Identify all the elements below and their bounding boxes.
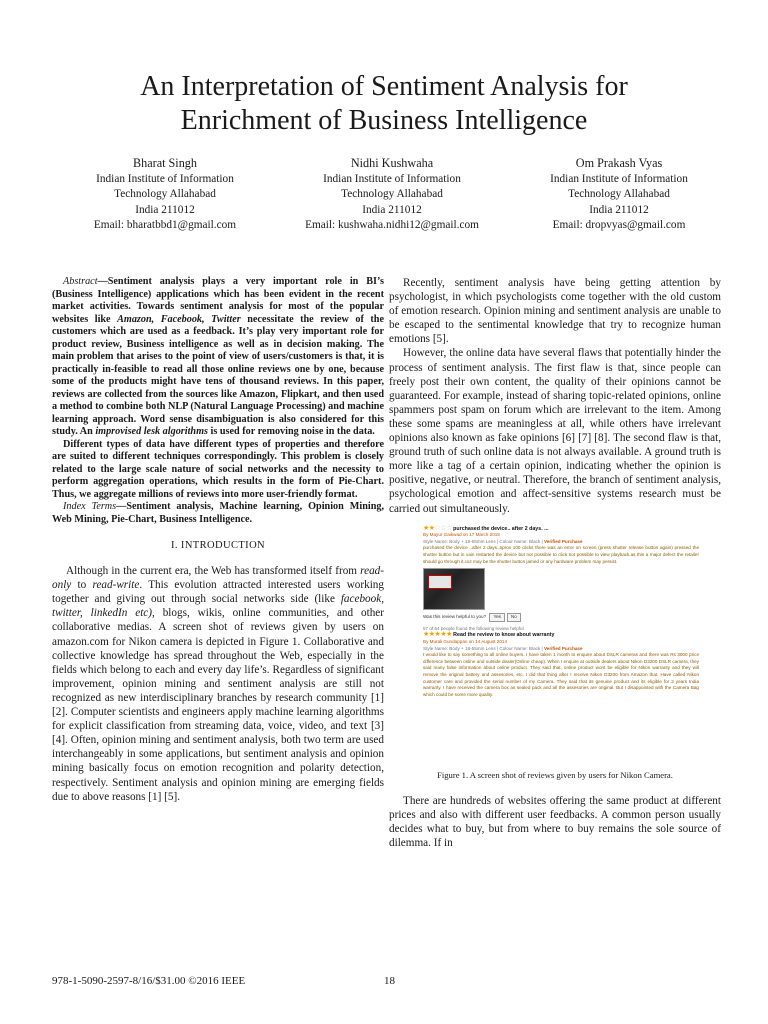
intro-text: . This evolution attracted interested users working together and giving out through social networks side (like [52, 579, 384, 606]
index-terms-text: —Sentiment analysis, Machine learning, Opinion Mining, Web Mining, Pie-Chart, Business Intelligence. [52, 501, 384, 525]
author-list [60, 156, 724, 233]
author-location: India 211012 [135, 203, 195, 216]
review-title: purchased the device.. after 2 days. ... [453, 525, 549, 532]
helpful-prompt [423, 613, 699, 622]
index-terms [52, 501, 384, 526]
body-paragraph: There are hundreds of websites offering the same product at different prices and also with different user feedbacks. A common person usually decides what to buy, but from where to buy remains the sole source of dilemma. If in [389, 794, 721, 849]
body-paragraph: However, the online data have several flaws that potentially hinder the process of sentiment analysis. The first flaw is that, since people can freely post their own content, the quality of their opinions cannot be guaranteed. For example, instead of sharing topic-related opinions, online spammers post spam on forum which are irrelevant to the item. Among these some spams are meaningless at all, while others have irrelevant opinions also known as fake opinions [6] [7] [8]. The second flaw is that, ground truth of such online data is not always available. A ground truth is more like a tag of a certain opinion, indicating whether the opinion is positive, negative, or neutral. Therefore, the branch of sentiment analysis, psychological emotion and affect-sensitive systems research must be carried out simultaneously. [389, 347, 721, 515]
author-name: Om Prakash Vyas [575, 156, 663, 170]
paper-title [0, 70, 768, 138]
review-title: Read the review to know about warranty [453, 632, 555, 639]
author-location: India 211012 [362, 203, 422, 216]
abstract-text: —Sentiment analysis plays a very important role in BI’s (Business Intelligence) applications which has been evident in the recent market activities. Towards sentiment analysis for most of the popular websites like [52, 276, 384, 325]
left-column [52, 276, 384, 804]
abstract-text: necessitate the review of the customers which are used as a feedback. It’s play very important role for product review, Business intelligence as well as in decision making. The main problem that arises to the point of view of users/customers is that, it is practically in-feasible to read all those online reviews one by one, because some of the products might have tens of thousand reviews. In this paper, reviews are collected from the sources like Amazon, Flipkart, and then used a method to combine both NLP (Natural Language Processing) and machine learning approach. Word sense disambiguation is also considered for this study. An [52, 313, 384, 437]
figure-caption: Figure 1. A screen shot of reviews given by users for Nikon Camera. [437, 769, 673, 780]
author-block [287, 156, 497, 233]
author-affiliation: Indian Institute of Information [323, 173, 461, 186]
empty-stars-icon: ☆☆☆ [434, 524, 452, 532]
author-email: Email: dropvyas@gmail.com [552, 218, 686, 231]
section-heading-introduction [52, 539, 384, 553]
review-meta [423, 539, 699, 546]
author-affiliation: Technology Allahabad [568, 188, 670, 201]
intro-term: read-only [52, 565, 384, 592]
author-name: Bharat Singh [133, 156, 197, 170]
review-style: Style Name: Body + 18-55mm Lens | Colour Name: Black | [423, 538, 544, 544]
review-style: Style Name: Body + 18-55mm Lens | Colour Name: Black | [423, 645, 544, 651]
author-block [60, 156, 270, 233]
review-meta [423, 646, 699, 653]
abstract-paragraph-2: Different types of data have different types of properties and therefore are suited to different techniques correspondingly. This problem is closely related to the large scale nature of social networks and the necessity to perform aggregation operations, which results in the form of Pie-Chart. Thus, we aggregate millions of reviews into more user-friendly format. [52, 438, 384, 500]
figure-review-screenshot [423, 526, 699, 758]
review-author: By Mayur Gaikwad on 17 March 2015 [423, 532, 500, 538]
body-paragraph: Recently, sentiment analysis have being getting attention by psychologist, in which psychologists come together with the old custom of emotion research. Opinion mining and sentiment analysis are unable to be escaped to the sentimental knowledge that try to recognize human emotions [5]. [389, 277, 721, 346]
review-text: purchased the device ..after 2 days..aprox 100 clicks there was an error on screen (press shutter release button again) pressed the shutter button but in vain restarted the device but not possible to click not possible to view playback.as this a major defect the retailer should go through it.coz may be the shutter button jamed or any hardware problem may persist. [423, 545, 699, 564]
author-email: Email: kushwaha.nidhi12@gmail.com [305, 218, 479, 231]
star-rating-icon: ★★★★★ [423, 631, 452, 639]
author-location: India 211012 [589, 203, 649, 216]
review-photo [423, 568, 485, 610]
review-1 [423, 526, 699, 622]
author-email: Email: bharatbbd1@gmail.com [93, 218, 237, 231]
filled-stars-icon: ★★ [423, 524, 435, 532]
star-rating-icon [423, 525, 452, 532]
page-number: 18 [384, 975, 395, 987]
abstract-text: is used for removing noise in the data. [207, 426, 375, 437]
author-block [514, 156, 724, 233]
intro-text: to [71, 579, 93, 592]
abstract-paragraph [52, 276, 384, 439]
abstract-sites: Amazon, Facebook, Twitter [117, 313, 241, 325]
section-number: I. [170, 540, 181, 551]
verified-badge: Verified Purchase [543, 645, 583, 651]
abstract-label: Abstract [63, 276, 98, 287]
intro-paragraph [52, 564, 384, 804]
author-affiliation: Indian Institute of Information [96, 173, 234, 186]
verified-badge: Verified Purchase [543, 538, 583, 544]
author-affiliation: Technology Allahabad [341, 188, 443, 201]
intro-text: blogs, wikis, online communities, and other collaborative medias. A screen shot of reviews given by users on amazon.com for Nikon camera is depicted in Figure 1. Collaborative and collective knowledge has spread throughout the Web, especially in the fields which belong to each and every day life’s. Regardless of significant improvement, opinion mining and sentiment analysis are still not recognized as new interdisciplinary branches by research community [1] [2]. Computer scientists and engineers apply machine learning algorithms for explicit classification from streaming data, voice, video, and text [3] [4]. Often, opinion mining and sentiment analysis, both two term are used interchangeably in some applications, but sentiment analysis and opinion mining basically focus on emotion recognition and polarity detection, respectively. Sentiment analysis and opinion mining are emerging fields due to above reasons [1] [5]. [52, 607, 384, 803]
title-line-1: An Interpretation of Sentiment Analysis for [140, 71, 628, 102]
review-2 [423, 626, 699, 699]
camera-screen-icon [428, 575, 452, 589]
yes-button: Yes [489, 613, 505, 622]
title-line-2: Enrichment of Business Intelligence [180, 105, 588, 136]
index-terms-label: Index Terms [63, 501, 117, 512]
no-button: No [507, 613, 521, 622]
author-affiliation: Indian Institute of Information [550, 173, 688, 186]
footer-copyright: 978-1-5090-2597-8/16/$31.00 ©2016 IEEE [52, 975, 246, 987]
helpful-count: 57 of 64 people found the following review helpful [423, 625, 524, 631]
section-title-rest: NTRODUCTION [184, 540, 266, 551]
intro-sites: facebook, twitter, linkedIn etc), [52, 593, 384, 620]
author-affiliation: Technology Allahabad [114, 188, 216, 201]
right-column [389, 276, 721, 850]
helpful-question: Was this review helpful to you? [423, 614, 487, 620]
author-name: Nidhi Kushwaha [350, 156, 434, 170]
review-text: I would like to say something to all online buyers. I have taken 1 month to enquire about DSLR cameras and there was Rs 3000 price difference between online and outside dealer(Online cheap). When I enquire at outside dealers about Nikon D3200 DSLR camera, they said many false information about online product. They said that, online product wont be eligible for Nikon warranty and they will remove the original battery and assesories, etc. I did that thing after I receive Nikon D3200 from Amazon that. Have called Nikon customer care and provided the serial number of my Camera. They said that its genuine product and its eligible for 2 years India warranty. I have received the camera box as sealed pack and all the assesories are original. But I disappointed with the Camera Bag which could be some more quality. [423, 652, 699, 697]
intro-text: Although in the current era, the Web has transformed itself from [66, 565, 361, 578]
section-title-initial: I [180, 540, 185, 551]
review-author: By Murali Gundappan on 14 August 2014 [423, 638, 508, 644]
abstract-algorithm: improvised lesk algorithms [95, 426, 208, 437]
intro-term: read-write [92, 579, 140, 592]
